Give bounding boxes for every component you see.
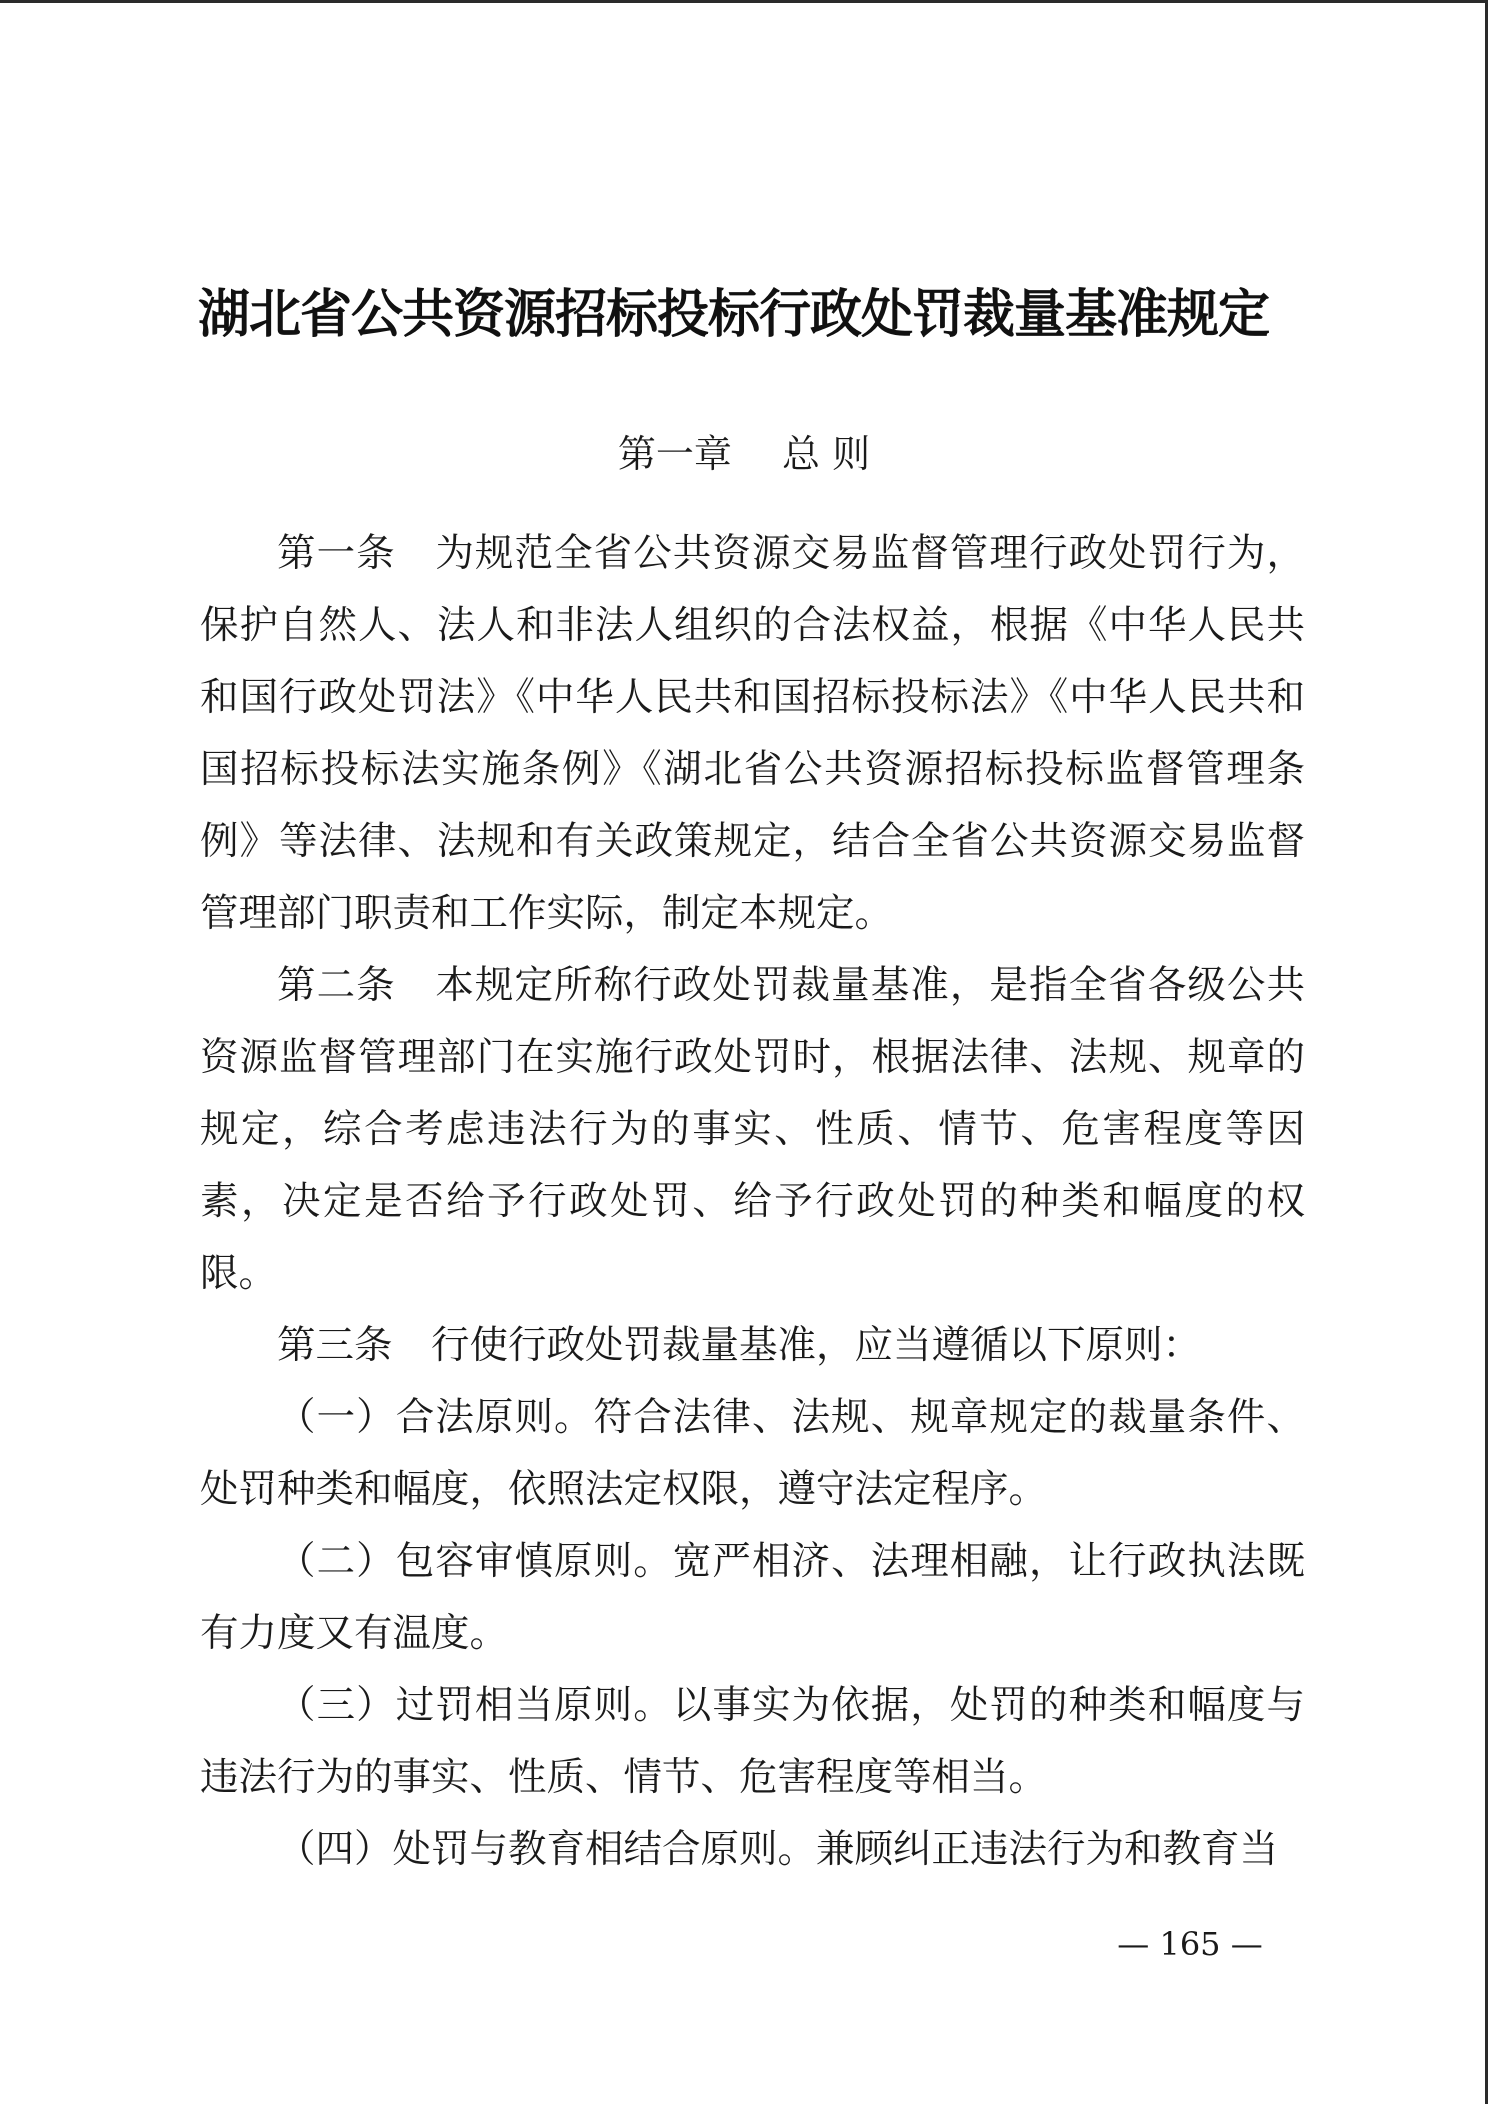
principle-4: （四）处罚与教育相结合原则。兼顾纠正违法行为和教育当 — [277, 1827, 1279, 1872]
principle-3: （三）过罚相当原则。以事实为依据，处罚的种类和幅度与违法行为的事实、性质、情节、危害程度等相当。 — [200, 1683, 1305, 1800]
chapter-heading: 第一章 总 则 — [617, 432, 871, 476]
page-number: — 165 — — [1117, 1925, 1263, 1963]
document-body — [200, 518, 1305, 1886]
principle-2: （二）包容审慎原则。宽严相济、法理相融，让行政执法既有力度又有温度。 — [200, 1539, 1305, 1656]
article-2: 第二条 本规定所称行政处罚裁量基准，是指全省各级公共资源监督管理部门在实施行政处罚时，根据法律、法规、规章的规定，综合考虑违法行为的事实、性质、情节、危害程度等因素，决定是否给予行政处罚、给予行政处罚的种类和幅度的权限。 — [200, 963, 1305, 1296]
top-border — [0, 0, 1488, 3]
article-3: 第三条 行使行政处罚裁量基准，应当遵循以下原则： — [277, 1323, 1202, 1368]
document-title: 湖北省公共资源招标投标行政处罚裁量基准规定 — [198, 285, 1270, 345]
principle-1: （一）合法原则。符合法律、法规、规章规定的裁量条件、处罚种类和幅度，依照法定权限，遵守法定程序。 — [200, 1395, 1305, 1512]
article-1: 第一条 为规范全省公共资源交易监督管理行政处罚行为，保护自然人、法人和非法人组织的合法权益，根据《中华人民共和国行政处罚法》《中华人民共和国招标投标法》《中华人民共和国招标投标法实施条例》《湖北省公共资源招标投标监督管理条例》等法律、法规和有关政策规定，结合全省公共资源交易监督管理部门职责和工作实际，制定本规定。 — [200, 531, 1305, 936]
